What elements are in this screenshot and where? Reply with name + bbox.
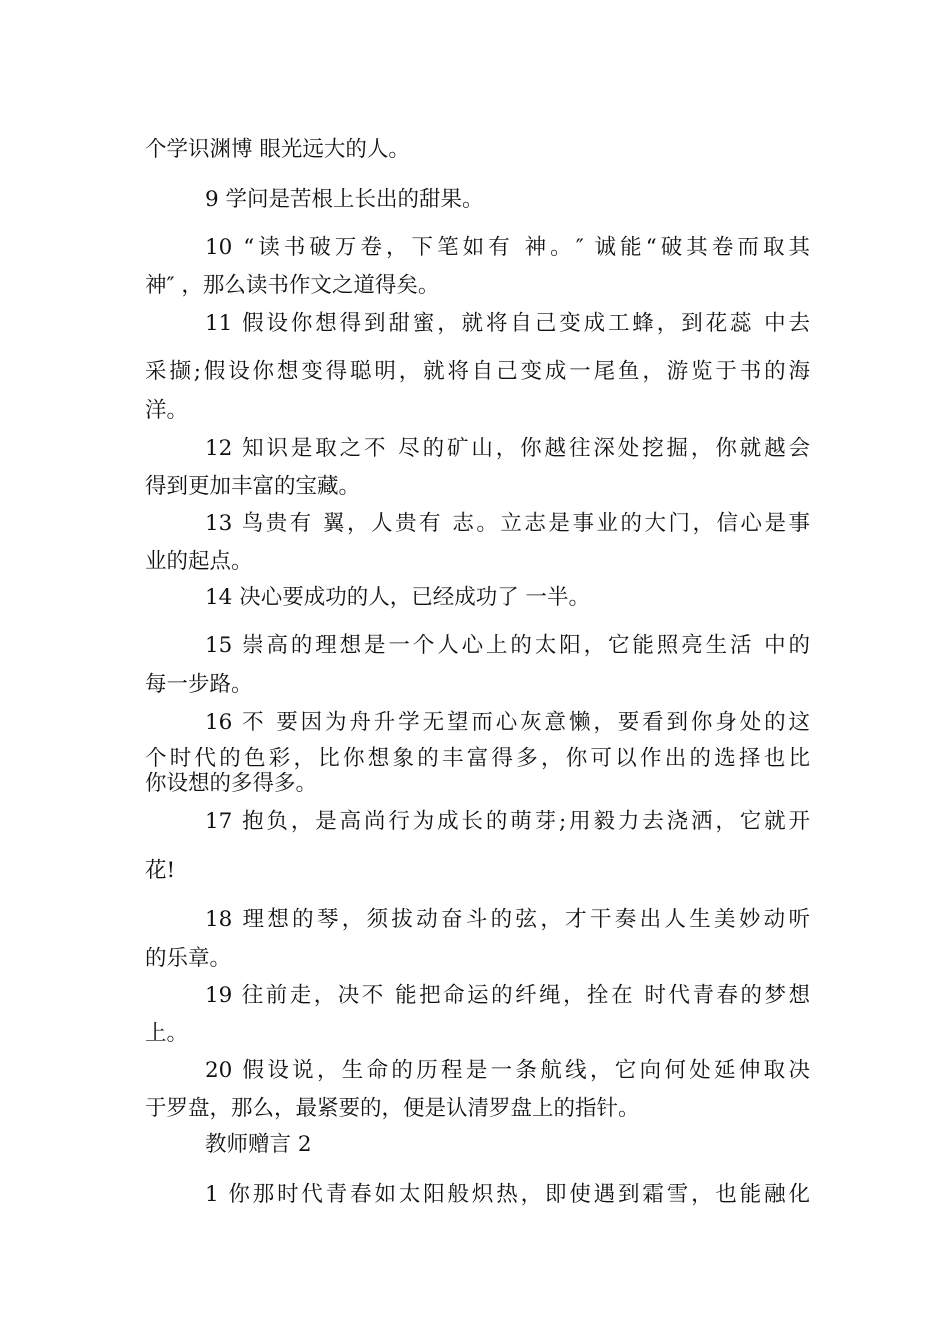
text-line: 每一步路。 <box>145 672 253 697</box>
section-heading: 教师赠言 2 <box>205 1132 312 1157</box>
text-line: 个时代的色彩，比你想象的丰富得多，你可以作出的选择也比 <box>145 746 810 771</box>
text-line: 上。 <box>145 1021 189 1046</box>
text-line: 20 假设说，生命的历程是一条航线，它向何处延伸取决 <box>205 1058 810 1083</box>
text-line: 16 不 要因为舟升学无望而心灰意懒，要看到你身处的这 <box>205 710 810 735</box>
text-line: 你设想的多得多。 <box>145 771 318 796</box>
text-line: 9 学问是苦根上长出的甜果。 <box>205 187 484 212</box>
text-line: 10 “读书破万卷，下笔如有 神。″ 诚能“破其卷而取其 <box>205 235 810 260</box>
text-line: 洋。 <box>145 398 189 423</box>
text-line: 得到更加丰富的宝藏。 <box>145 474 361 499</box>
text-line: 14 决心要成功的人，已经成功了 一半。 <box>205 585 591 610</box>
text-line: 12 知识是取之不 尽的矿山，你越往深处挖掘，你就越会 <box>205 436 810 461</box>
text-line: 1 你那时代青春如太阳般炽热，即使遇到霜雪，也能融化 <box>205 1182 810 1207</box>
text-line: 采撷;假设你想变得聪明，就将自己变成一尾鱼，游览于书的海 <box>145 359 810 384</box>
text-line: 18 理想的琴，须拔动奋斗的弦，才干奏出人生美妙动听 <box>205 907 810 932</box>
text-line: 花! <box>145 858 176 883</box>
text-line: 15 崇高的理想是一个人心上的太阳，它能照亮生活 中的 <box>205 633 810 658</box>
text-line: 11 假设你想得到甜蜜，就将自己变成工蜂，到花蕊 中去 <box>205 311 810 336</box>
text-line: 19 往前走，决不 能把命运的纤绳，拴在 时代青春的梦想 <box>205 983 810 1008</box>
text-line: 13 鸟贵有 翼，人贵有 志。立志是事业的大门，信心是事 <box>205 511 810 536</box>
text-line: 的乐章。 <box>145 946 232 971</box>
text-line: 于罗盘，那么，最紧要的，便是认清罗盘上的指针。 <box>145 1096 640 1121</box>
text-line: 神″ ，那么读书作文之道得矣。 <box>145 273 440 298</box>
text-line: 17 抱负，是高尚行为成长的萌芽;用毅力去浇洒，它就开 <box>205 809 810 834</box>
text-line: 业的起点。 <box>145 549 253 574</box>
text-line: 个学识渊博 眼光远大的人。 <box>145 137 410 162</box>
